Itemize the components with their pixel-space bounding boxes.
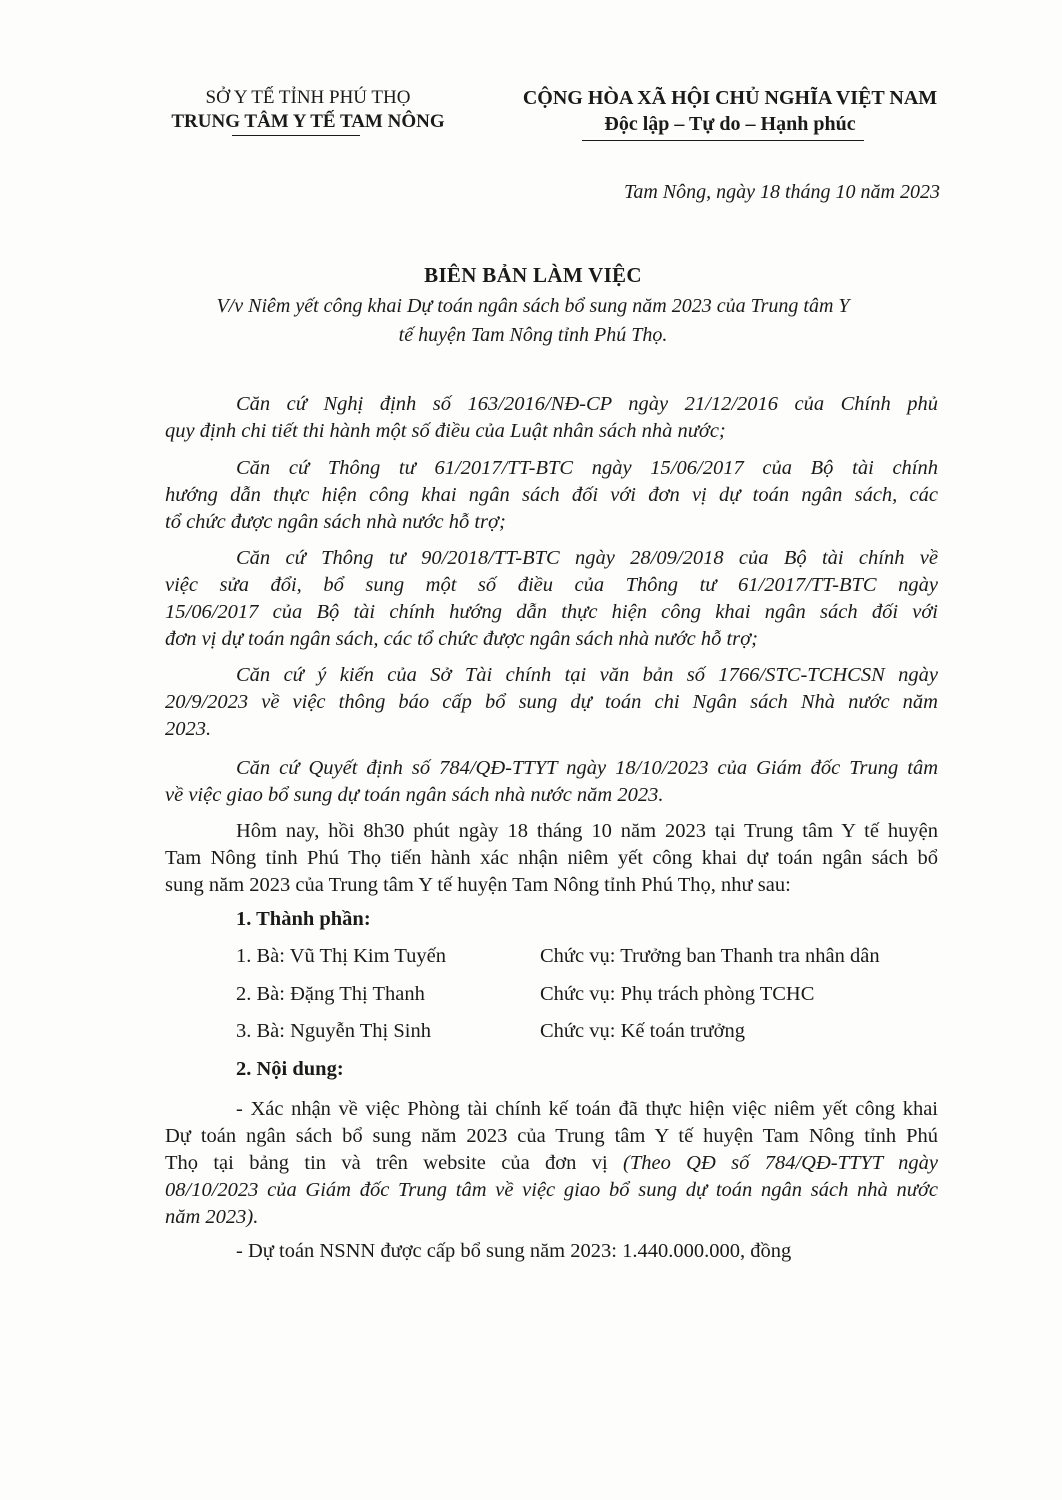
text-line: Hôm nay, hồi 8h30 phút ngày 18 tháng 10 năm 2023 tại Trung tâm Y tế huyện <box>236 820 938 842</box>
text-line: Căn cứ Nghị định số 163/2016/NĐ-CP ngày 21/12/2016 của Chính phủ <box>236 393 938 415</box>
text-line <box>165 1150 938 1177</box>
text-line: - Xác nhận về việc Phòng tài chính kế toán đã thực hiện việc niêm yết công khai <box>236 1098 938 1120</box>
subtitle-line: tế huyện Tam Nông tỉnh Phú Thọ. <box>398 324 668 346</box>
section-1-title: 1. Thành phần: <box>236 908 371 930</box>
legal-basis-3 <box>165 545 938 653</box>
motto-underline <box>582 140 864 141</box>
text-line: hướng dẫn thực hiện công khai ngân sách đối với đơn vị dự toán ngân sách, các <box>165 484 938 506</box>
text-line: 20/9/2023 về việc thông báo cấp bổ sung dự toán chi Ngân sách Nhà nước năm <box>165 691 938 713</box>
intro-paragraph <box>165 818 938 899</box>
section-2-title: 2. Nội dung: <box>236 1058 344 1080</box>
text-line: Căn cứ Quyết định số 784/QĐ-TTYT ngày 18/10/2023 của Giám đốc Trung tâm <box>236 757 938 779</box>
subtitle-line: V/v Niêm yết công khai Dự toán ngân sách bổ sung năm 2023 của Trung tâm Y <box>216 295 850 317</box>
content-item-1 <box>165 1096 938 1231</box>
text-line: việc sửa đổi, bổ sung một số điều của Thông tư 61/2017/TT-BTC ngày <box>165 574 938 596</box>
country-name: CỘNG HÒA XÃ HỘI CHỦ NGHĨA VIỆT NAM <box>522 87 938 109</box>
text-line: Căn cứ Thông tư 61/2017/TT-BTC ngày 15/06/2017 của Bộ tài chính <box>236 457 938 479</box>
text-line: Căn cứ Thông tư 90/2018/TT-BTC ngày 28/09/2018 của Bộ tài chính về <box>236 547 938 569</box>
national-motto: Độc lập – Tự do – Hạnh phúc <box>604 113 856 135</box>
text-line: sung năm 2023 của Trung tâm Y tế huyện Tam Nông tỉnh Phú Thọ, như sau: <box>165 874 791 896</box>
text-line: quy định chi tiết thi hành một số điều của Luật nhân sách nhà nước; <box>165 420 726 442</box>
text-segment: Thọ tại bảng tin và trên website của đơn vị <box>165 1152 623 1174</box>
member-name: 2. Bà: Đặng Thị Thanh <box>236 983 425 1005</box>
text-line: 15/06/2017 của Bộ tài chính hướng dẫn thực hiện công khai ngân sách đối với <box>165 601 938 623</box>
document-subtitle <box>100 292 966 350</box>
text-line: về việc giao bổ sung dự toán ngân sách nhà nước năm 2023. <box>165 784 664 806</box>
place-date: Tam Nông, ngày 18 tháng 10 năm 2023 <box>624 181 940 203</box>
member-name: 3. Bà: Nguyễn Thị Sinh <box>236 1020 431 1042</box>
text-line: năm 2023). <box>165 1206 259 1228</box>
content-item-2 <box>165 1238 938 1265</box>
text-line: Dự toán ngân sách bổ sung năm 2023 của Trung tâm Y tế huyện Tam Nông tỉnh Phú <box>165 1125 938 1147</box>
member-position: Chức vụ: Trưởng ban Thanh tra nhân dân <box>540 945 880 967</box>
document-title: BIÊN BẢN LÀM VIỆC <box>424 263 642 287</box>
org-name: TRUNG TÂM Y TẾ TAM NÔNG <box>171 111 445 132</box>
text-line: 08/10/2023 của Giám đốc Trung tâm về việc giao bổ sung dự toán ngân sách nhà nước <box>165 1179 938 1201</box>
text-line: tổ chức được ngân sách nhà nước hỗ trợ; <box>165 511 506 533</box>
org-parent: SỞ Y TẾ TỈNH PHÚ THỌ <box>205 87 411 108</box>
member-position: Chức vụ: Kế toán trưởng <box>540 1020 745 1042</box>
member-position: Chức vụ: Phụ trách phòng TCHC <box>540 983 815 1005</box>
member-name: 1. Bà: Vũ Thị Kim Tuyến <box>236 945 446 967</box>
legal-basis-5 <box>165 755 938 809</box>
legal-basis-4 <box>165 662 938 743</box>
text-line: đơn vị dự toán ngân sách, các tổ chức được ngân sách nhà nước hỗ trợ; <box>165 628 758 650</box>
text-line: 2023. <box>165 718 212 740</box>
decision-reference: (Theo QĐ số 784/QĐ-TTYT ngày <box>623 1152 938 1174</box>
text-line: Căn cứ ý kiến của Sở Tài chính tại văn bản số 1766/STC-TCHCSN ngày <box>236 664 938 686</box>
legal-basis-1 <box>165 391 938 445</box>
text-line: Tam Nông tỉnh Phú Thọ tiến hành xác nhận niêm yết công khai dự toán ngân sách bổ <box>165 847 938 869</box>
org-underline <box>232 135 360 136</box>
legal-basis-2 <box>165 455 938 536</box>
budget-amount-line: - Dự toán NSNN được cấp bổ sung năm 2023: 1.440.000.000, đồng <box>236 1240 792 1262</box>
